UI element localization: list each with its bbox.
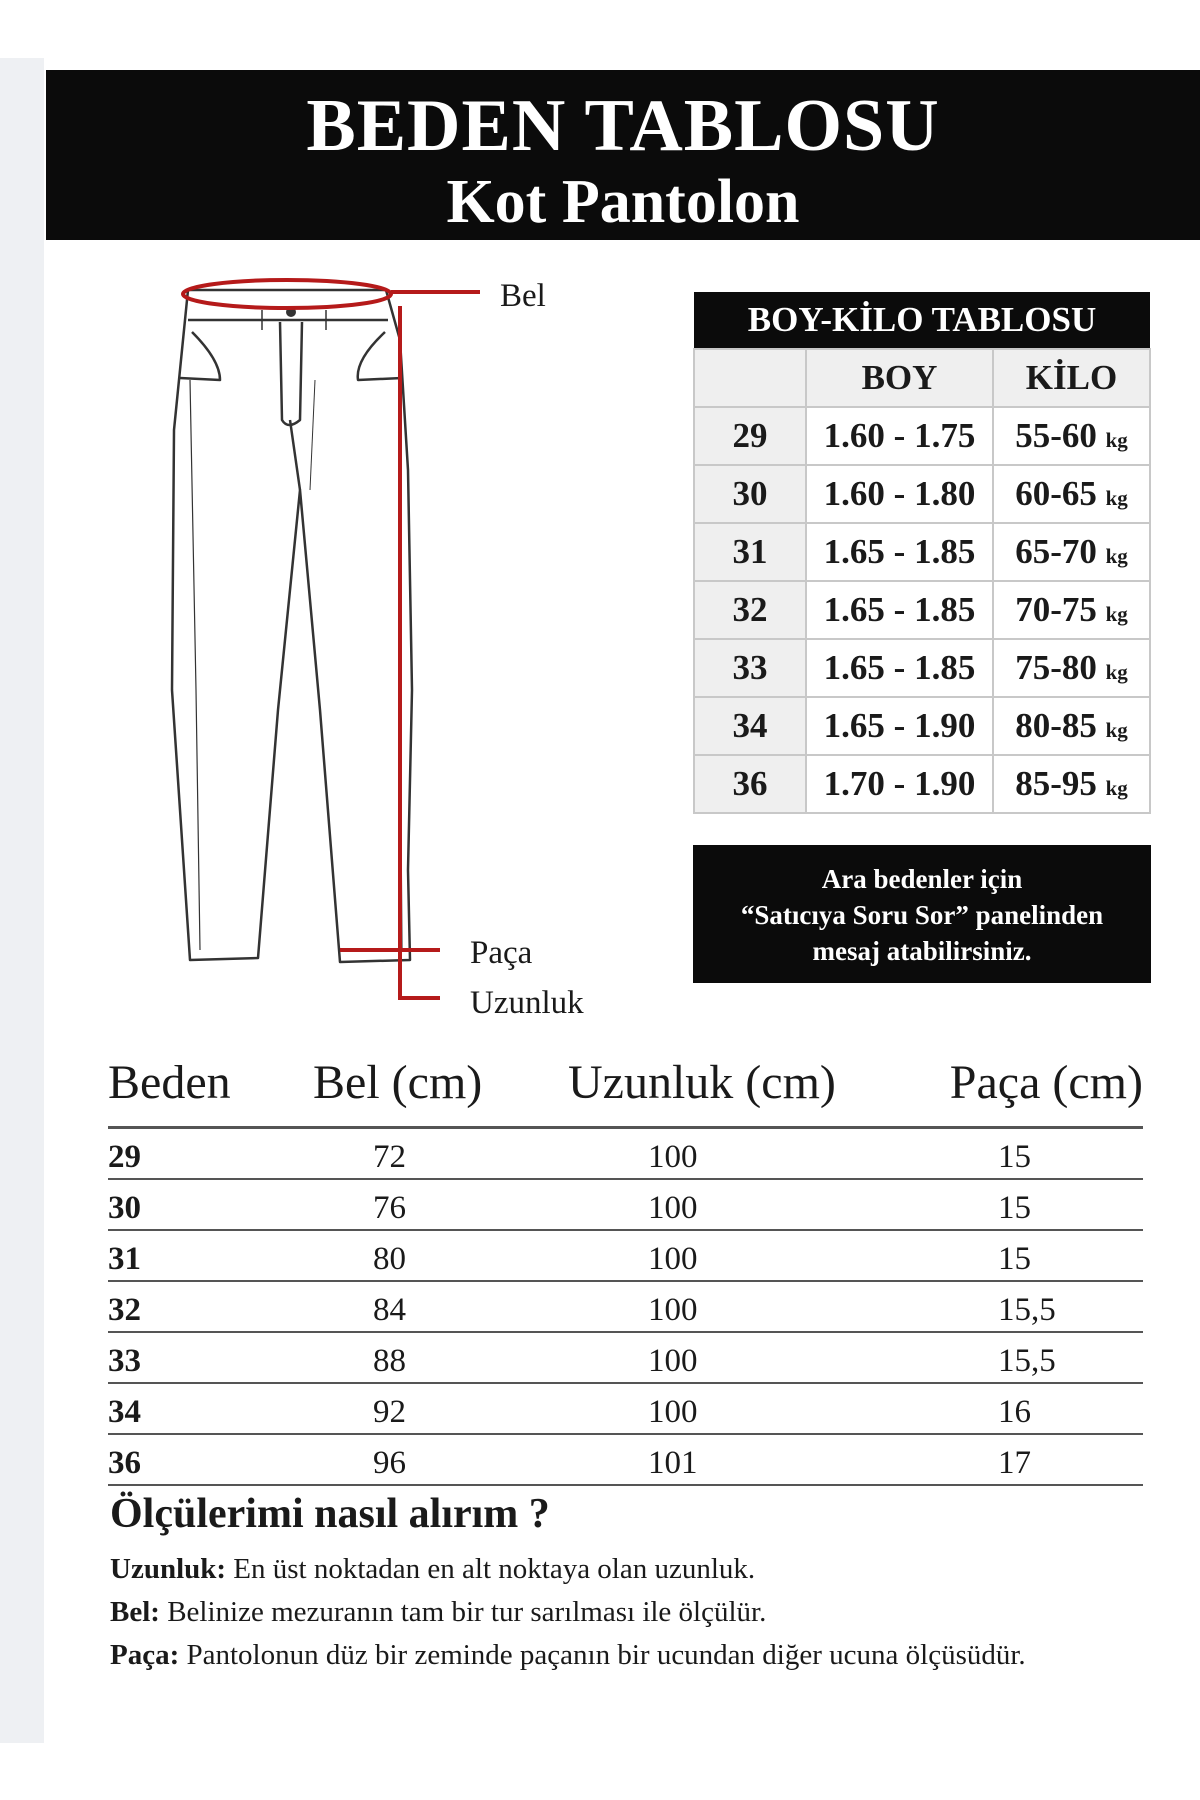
table-row: 29 1.60 - 1.75 55-60 kg <box>694 407 1150 465</box>
table-row: 31 1.65 - 1.85 65-70 kg <box>694 523 1150 581</box>
note-line: mesaj atabilirsiniz. <box>812 936 1032 966</box>
page-subtitle: Kot Pantolon <box>446 168 800 236</box>
table-row: 33 88 100 15,5 <box>108 1332 1143 1383</box>
how-item-bel: Bel: Belinize mezuranın tam bir tur sarılması ile ölçülür. <box>110 1596 767 1628</box>
paca-label: Paça <box>470 935 533 971</box>
col-paca: Paça (cm) <box>908 1040 1143 1128</box>
boy-kilo-table <box>693 292 1151 814</box>
jeans-diagram <box>150 270 610 1020</box>
how-item-uzunluk: Uzunluk: En üst noktadan en alt noktaya olan uzunluk. <box>110 1553 756 1585</box>
uzunluk-label: Uzunluk <box>470 985 584 1021</box>
bel-label: Bel <box>500 278 546 314</box>
table-row: 34 92 100 16 <box>108 1383 1143 1434</box>
page-title: BEDEN TABLOSU <box>306 85 940 167</box>
col-uzunluk: Uzunluk (cm) <box>568 1040 908 1128</box>
table-row: 32 1.65 - 1.85 70-75 kg <box>694 581 1150 639</box>
note-line: Ara bedenler için <box>821 864 1023 894</box>
header-banner <box>46 70 1200 240</box>
table-row: 30 1.60 - 1.80 60-65 kg <box>694 465 1150 523</box>
table-row: 29 72 100 15 <box>108 1128 1143 1180</box>
col-beden: Beden <box>108 1040 313 1128</box>
boy-kilo-title: BOY-KİLO TABLOSU <box>694 292 1150 349</box>
how-to-measure <box>110 1490 1170 1677</box>
table-row: 31 80 100 15 <box>108 1230 1143 1281</box>
col-bel: Bel (cm) <box>313 1040 568 1128</box>
header-boy: BOY <box>806 349 993 407</box>
measurement-table <box>108 1040 1143 1486</box>
note-box <box>693 845 1151 983</box>
note-line: “Satıcıya Soru Sor” panelinden <box>740 900 1104 930</box>
table-row: 32 84 100 15,5 <box>108 1281 1143 1332</box>
how-item-paca: Paça: Pantolonun düz bir zeminde paçanın bir ucundan diğer ucuna ölçüsüdür. <box>110 1639 1026 1671</box>
header-empty <box>694 349 806 407</box>
table-row: 30 76 100 15 <box>108 1179 1143 1230</box>
table-row: 34 1.65 - 1.90 80-85 kg <box>694 697 1150 755</box>
table-row: 36 1.70 - 1.90 85-95 kg <box>694 755 1150 813</box>
side-strip <box>0 58 44 1743</box>
how-title: Ölçülerimi nasıl alırım ? <box>110 1491 550 1537</box>
table-row: 36 96 101 17 <box>108 1434 1143 1485</box>
table-row: 33 1.65 - 1.85 75-80 kg <box>694 639 1150 697</box>
header-kilo: KİLO <box>993 349 1150 407</box>
